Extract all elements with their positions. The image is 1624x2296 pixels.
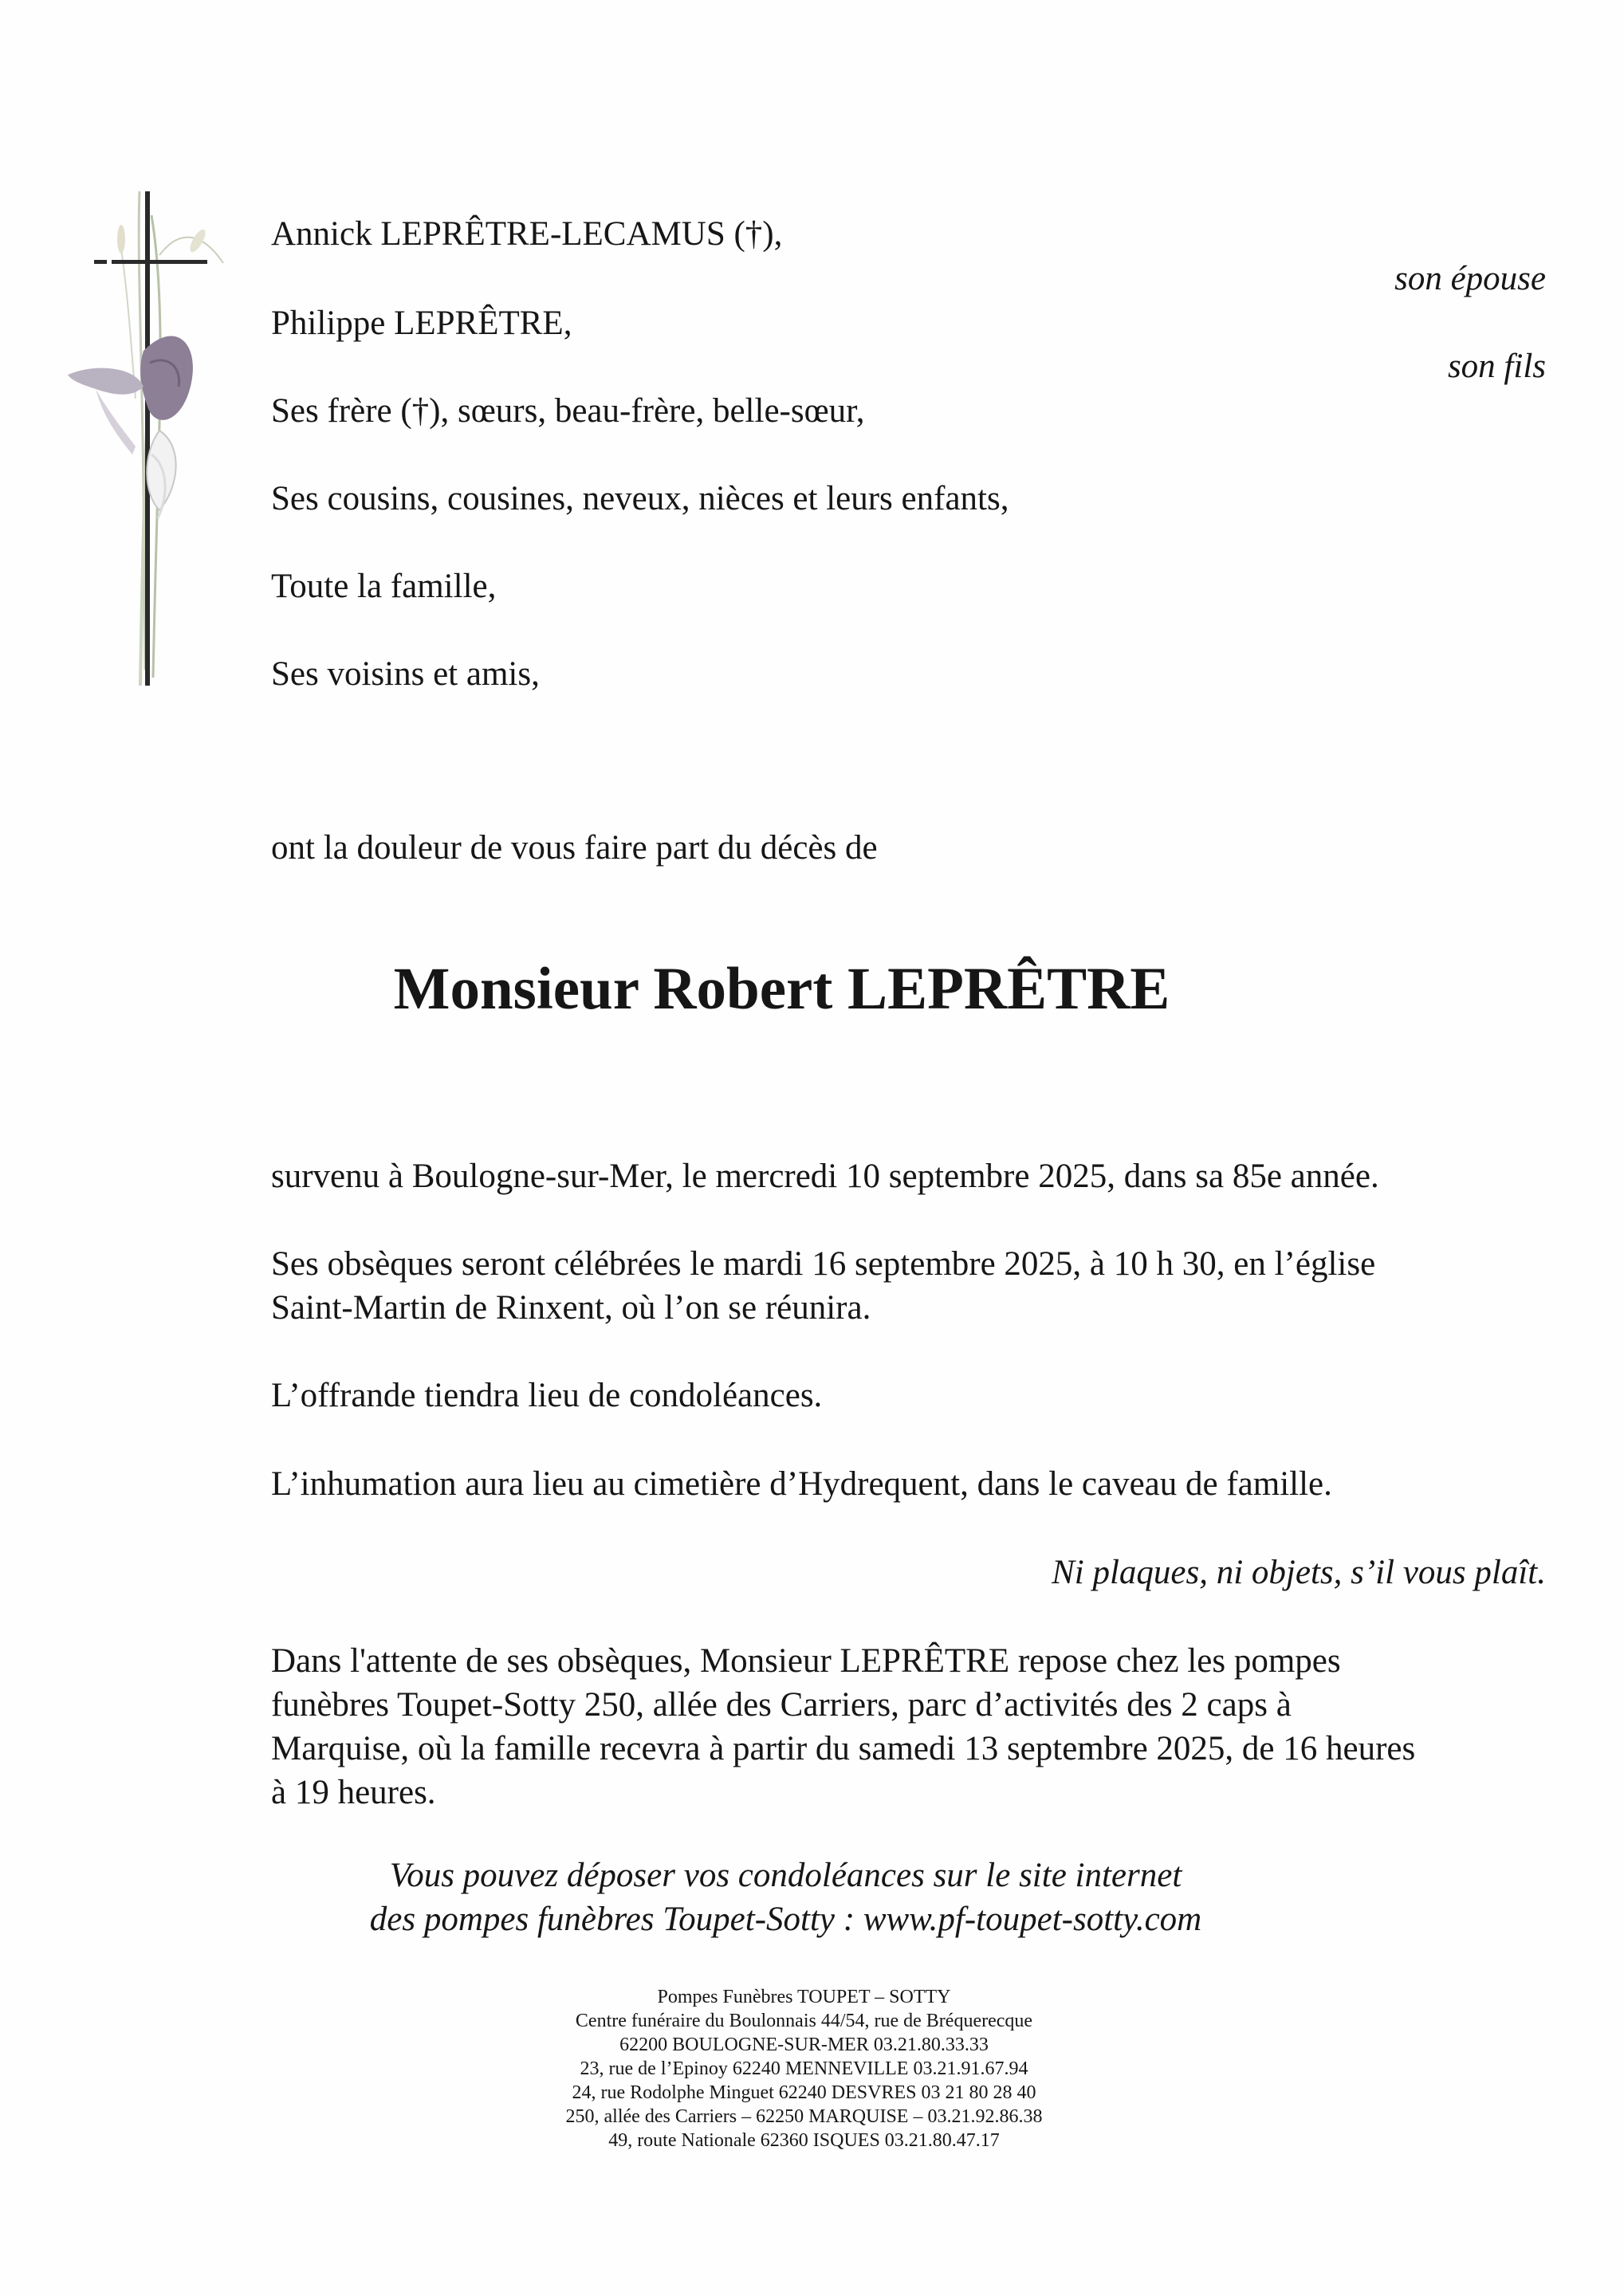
family-line-4: Ses cousins, cousines, neveux, nièces et leurs enfants, (271, 480, 1009, 517)
cross-lily-icon (64, 191, 239, 686)
family-line-5: Toute la famille, (271, 568, 497, 605)
announcement-intro: ont la douleur de vous faire part du décès de (271, 829, 878, 867)
repose-line-1: Dans l'attente de ses obsèques, Monsieur LEPRÊTRE repose chez les pompes (271, 1642, 1341, 1680)
deceased-name-text: Monsieur Robert LEPRÊTRE (393, 956, 1170, 1022)
burial-details: L’inhumation aura lieu au cimetière d’Hydrequent, dans le caveau de famille. (271, 1465, 1332, 1503)
funeral-details-line-2: Saint-Martin de Rinxent, où l’on se réunira. (271, 1289, 871, 1327)
family-line-1: Annick LEPRÊTRE-LECAMUS (†), (271, 215, 783, 253)
condolences-website-block (0, 1854, 1624, 1941)
funeral-home-footer (0, 1985, 1624, 2152)
footer-line: 49, route Nationale 62360 ISQUES 03.21.80.47.17 (608, 2130, 1000, 2151)
footer-line: 250, allée des Carriers – 62250 MARQUISE – 03.21.92.86.38 (565, 2106, 1043, 2127)
website-line-1: Vous pouvez déposer vos condoléances sur le site internet (389, 1857, 1182, 1894)
offering-note: L’offrande tiendra lieu de condoléances. (271, 1377, 823, 1414)
repose-line-4: à 19 heures. (271, 1774, 436, 1811)
family-line-6: Ses voisins et amis, (271, 655, 540, 693)
family-line-3: Ses frère (†), sœurs, beau-frère, belle-sœur, (271, 392, 865, 430)
family-line-2: Philippe LEPRÊTRE, (271, 305, 572, 342)
footer-line: Centre funéraire du Boulonnais 44/54, rue de Bréquerecque (575, 2011, 1033, 2031)
repose-line-3: Marquise, où la famille recevra à partir du samedi 13 septembre 2025, de 16 heures (271, 1730, 1416, 1767)
funeral-details-line-1: Ses obsèques seront célébrées le mardi 16 septembre 2025, à 10 h 30, en l’église (271, 1245, 1376, 1283)
footer-line: 23, rue de l’Epinoy 62240 MENNEVILLE 03.21.91.67.94 (580, 2058, 1028, 2079)
deceased-name (0, 953, 1624, 1025)
death-details: survenu à Boulogne-sur-Mer, le mercredi 10 septembre 2025, dans sa 85e année. (271, 1158, 1379, 1195)
website-line-2: des pompes funèbres Toupet-Sotty : www.pf-toupet-sotty.com (369, 1901, 1202, 1938)
footer-line: Pompes Funèbres TOUPET – SOTTY (657, 1987, 951, 2007)
role-son: son fils (1447, 348, 1546, 385)
no-plaques-note: Ni plaques, ni objets, s’il vous plaît. (1052, 1554, 1546, 1591)
footer-line: 62200 BOULOGNE-SUR-MER 03.21.80.33.33 (619, 2035, 989, 2055)
repose-line-2: funèbres Toupet-Sotty 250, allée des Carriers, parc d’activités des 2 caps à (271, 1686, 1292, 1724)
role-spouse: son épouse (1394, 260, 1546, 297)
footer-line: 24, rue Rodolphe Minguet 62240 DESVRES 03 21 80 28 40 (572, 2082, 1036, 2103)
